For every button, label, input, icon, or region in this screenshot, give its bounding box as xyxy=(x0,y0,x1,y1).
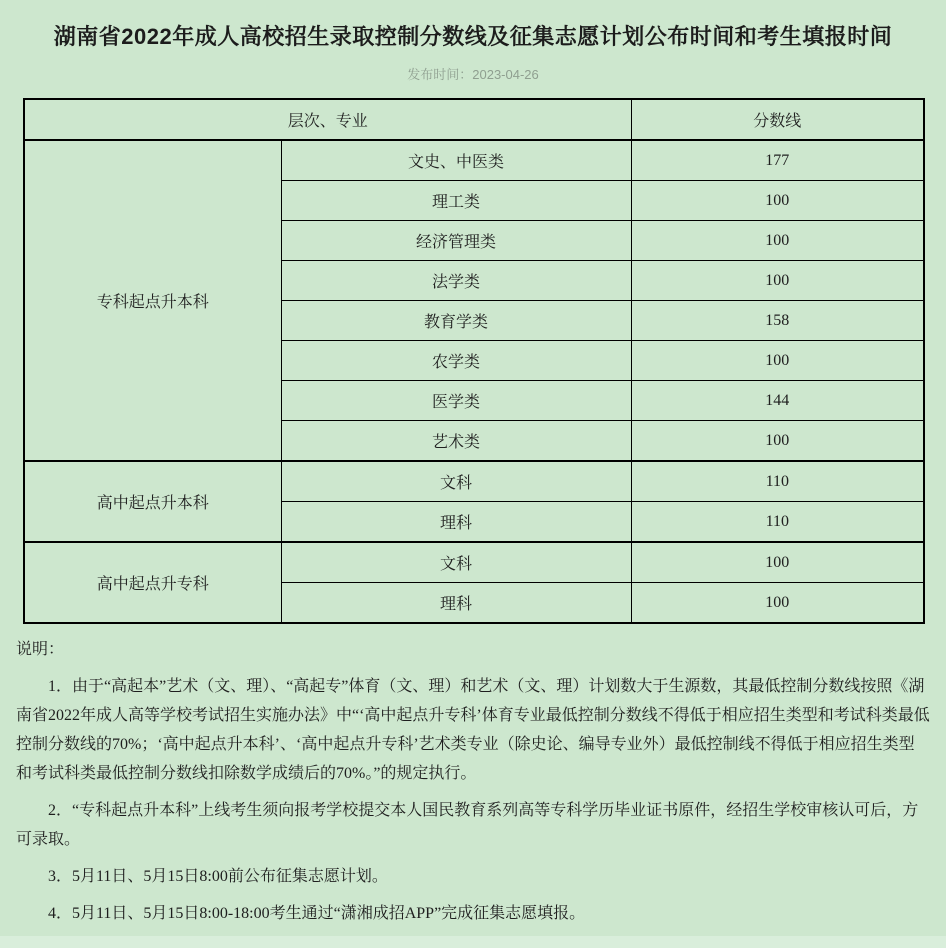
category-cell: 文科 xyxy=(281,461,631,502)
score-cell: 100 xyxy=(631,542,924,583)
category-cell: 教育学类 xyxy=(281,301,631,341)
level-cell: 高中起点升专科 xyxy=(24,542,281,623)
score-cell: 100 xyxy=(631,221,924,261)
notes-section xyxy=(0,635,946,928)
category-cell: 经济管理类 xyxy=(281,221,631,261)
table-row xyxy=(24,542,924,583)
level-cell: 专科起点升本科 xyxy=(24,140,281,461)
note-paragraph-1: 1．由于“高起本”艺术（文、理）、“高起专”体育（文、理）和艺术（文、理）计划数大于生源数，其最低控制分数线按照《湖南省2022年成人高等学校考试招生实施办法》中“‘高中起点升专科’体育专业最低控制分数线不得低于相应招生类型和考试科类最低控制分数线的70%；‘高中起点升本科’、‘高中起点升专科’艺术类专业（除史论、编导专业外）最低控制线不得低于相应招生类型和考试科类最低控制分数线扣除数学成绩后的70%。”的规定执行。 xyxy=(16,678,930,782)
score-cell: 110 xyxy=(631,502,924,543)
category-cell: 医学类 xyxy=(281,381,631,421)
note-paragraph-4: 4．5月11日、5月15日8:00-18:00考生通过“潇湘成招APP”完成征集志愿填报。 xyxy=(48,905,586,922)
category-cell: 理工类 xyxy=(281,181,631,221)
level-cell: 高中起点升本科 xyxy=(24,461,281,542)
publish-date: 发布时间：2023-04-26 xyxy=(407,67,539,82)
note-paragraph-2: 2．“专科起点升本科”上线考生须向报考学校提交本人国民教育系列高等专科学历毕业证书原件，经招生学校审核认可后，方可录取。 xyxy=(16,802,919,848)
header-level-major: 层次、专业 xyxy=(24,99,631,140)
category-cell: 法学类 xyxy=(281,261,631,301)
score-cell: 144 xyxy=(631,381,924,421)
table-row xyxy=(24,461,924,502)
header-score: 分数线 xyxy=(631,99,924,140)
category-cell: 理科 xyxy=(281,583,631,624)
table-header-row xyxy=(24,99,924,140)
score-cell: 100 xyxy=(631,341,924,381)
score-cell: 100 xyxy=(631,583,924,624)
score-cell: 100 xyxy=(631,181,924,221)
footer-strip xyxy=(0,936,946,948)
score-cell: 177 xyxy=(631,140,924,181)
category-cell: 农学类 xyxy=(281,341,631,381)
score-cell: 110 xyxy=(631,461,924,502)
score-cell: 100 xyxy=(631,421,924,462)
notes-heading: 说明： xyxy=(16,641,65,658)
category-cell: 艺术类 xyxy=(281,421,631,462)
page-title: 湖南省2022年成人高校招生录取控制分数线及征集志愿计划公布时间和考生填报时间 xyxy=(53,24,893,49)
table-row xyxy=(24,140,924,181)
score-cell: 158 xyxy=(631,301,924,341)
score-cell: 100 xyxy=(631,261,924,301)
note-paragraph-3: 3．5月11日、5月15日8:00前公布征集志愿计划。 xyxy=(48,868,388,885)
category-cell: 理科 xyxy=(281,502,631,543)
category-cell: 文科 xyxy=(281,542,631,583)
category-cell: 文史、中医类 xyxy=(281,140,631,181)
score-table xyxy=(23,98,925,624)
